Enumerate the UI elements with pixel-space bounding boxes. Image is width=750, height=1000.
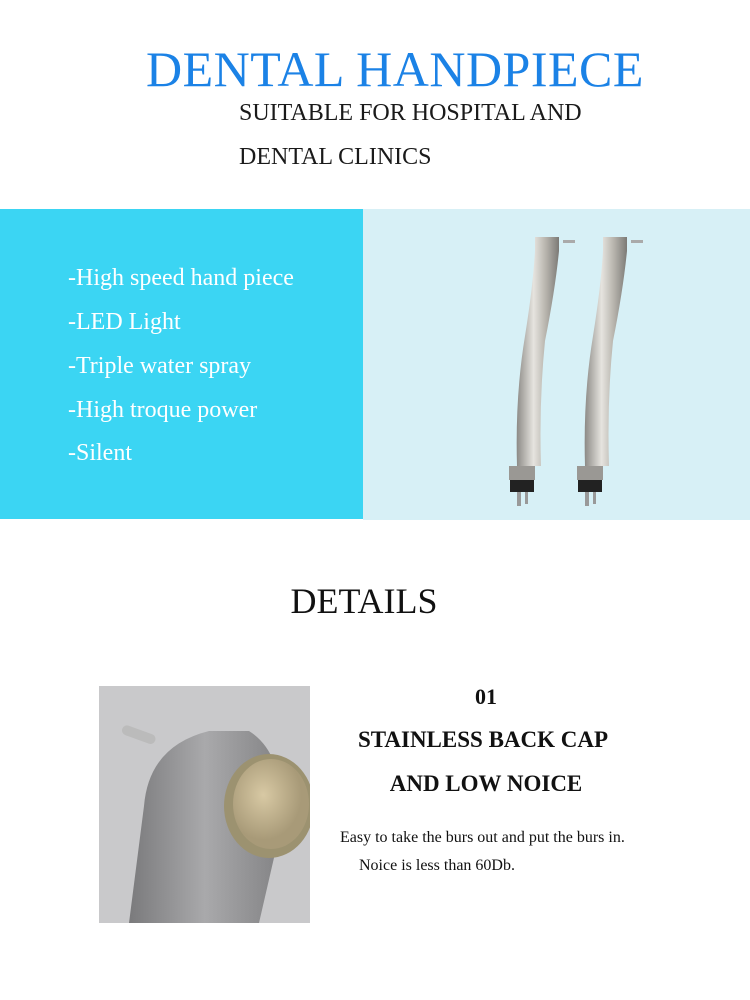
back-cap-photo bbox=[99, 686, 310, 923]
feature-item: -Silent bbox=[68, 440, 132, 466]
handpiece-2 bbox=[577, 237, 643, 506]
detail-description-line-2: Noice is less than 60Db. bbox=[359, 857, 515, 874]
subtitle-line-2: DENTAL CLINICS bbox=[239, 144, 432, 170]
detail-number: 01 bbox=[475, 684, 497, 709]
detail-description-line-1: Easy to take the burs out and put the burs in. bbox=[340, 829, 625, 846]
feature-item: -High speed hand piece bbox=[68, 265, 294, 291]
handpieces-image bbox=[363, 209, 750, 520]
page-title: DENTAL HANDPIECE bbox=[146, 41, 644, 97]
handpiece-1 bbox=[509, 237, 575, 506]
details-heading: DETAILS bbox=[290, 581, 438, 621]
detail-title-line-1: STAINLESS BACK CAP bbox=[357, 727, 609, 752]
product-image-panel bbox=[363, 209, 750, 520]
subtitle-line-1: SUITABLE FOR HOSPITAL AND bbox=[239, 100, 582, 126]
feature-item: -LED Light bbox=[68, 309, 181, 335]
feature-item: -Triple water spray bbox=[68, 353, 252, 379]
feature-item: -High troque power bbox=[68, 397, 258, 423]
detail-title-line-2: AND LOW NOICE bbox=[389, 771, 583, 796]
